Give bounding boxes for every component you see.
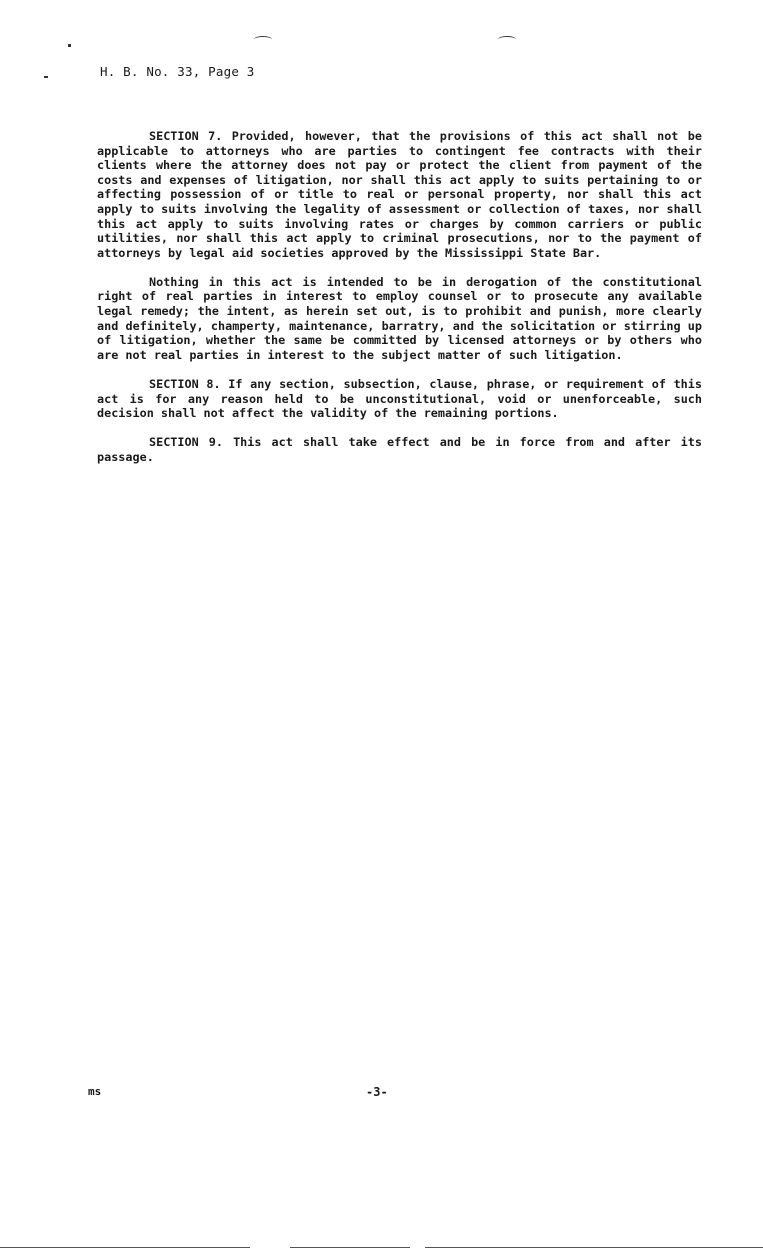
bottom-rule — [290, 1247, 410, 1248]
section-8-paragraph: SECTION 8. If any section, subsection, clause, phrase, or requirement of this act is for any reason held to be unconstitutional, void or unenforceable, such decision shall not affect the validity of the remaining portions. — [97, 376, 702, 421]
intent-paragraph: Nothing in this act is intended to be in derogation of the constitutional right of real parties in interest to employ counsel or to prosecute any available legal remedy; the intent, as herein set out, is to prohibit and punish, more clearly and definitely, champerty, maintenance, barratry, and the solicitation or stirring up of litigation, whether the same be committed by licensed attorneys or by others who are not real parties in interest to the subject matter of such litigation. — [97, 274, 702, 362]
speck-mark — [68, 44, 71, 47]
section-7-paragraph: SECTION 7. Provided, however, that the provisions of this act shall not be applicable to attorneys who are parties to contingent fee contracts with their clients where the attorney does not pay or protect the client from payment of the costs and expenses of litigation, nor shall this act apply to suits pertaining to or affecting possession of or title to real or personal property, nor shall this act apply to suits involving the legality of assessment or collection of taxes, nor shall this act apply to suits involving rates or charges by common carriers or public utilities, nor shall this act apply to criminal prosecutions, nor to the payment of attorneys by legal aid societies approved by the Mississippi State Bar. — [97, 129, 702, 260]
page-number: -3- — [366, 1085, 388, 1099]
section-9-paragraph: SECTION 9. This act shall take effect and be in force from and after its passage. — [97, 435, 702, 464]
speck-mark — [44, 76, 48, 78]
handwritten-mark — [254, 36, 272, 43]
typist-initials: ms — [88, 1085, 102, 1098]
body-text — [97, 129, 702, 479]
page-header: H. B. No. 33, Page 3 — [100, 64, 255, 79]
bottom-rule — [0, 1247, 250, 1248]
bottom-rule — [425, 1247, 763, 1248]
handwritten-mark — [498, 36, 516, 43]
